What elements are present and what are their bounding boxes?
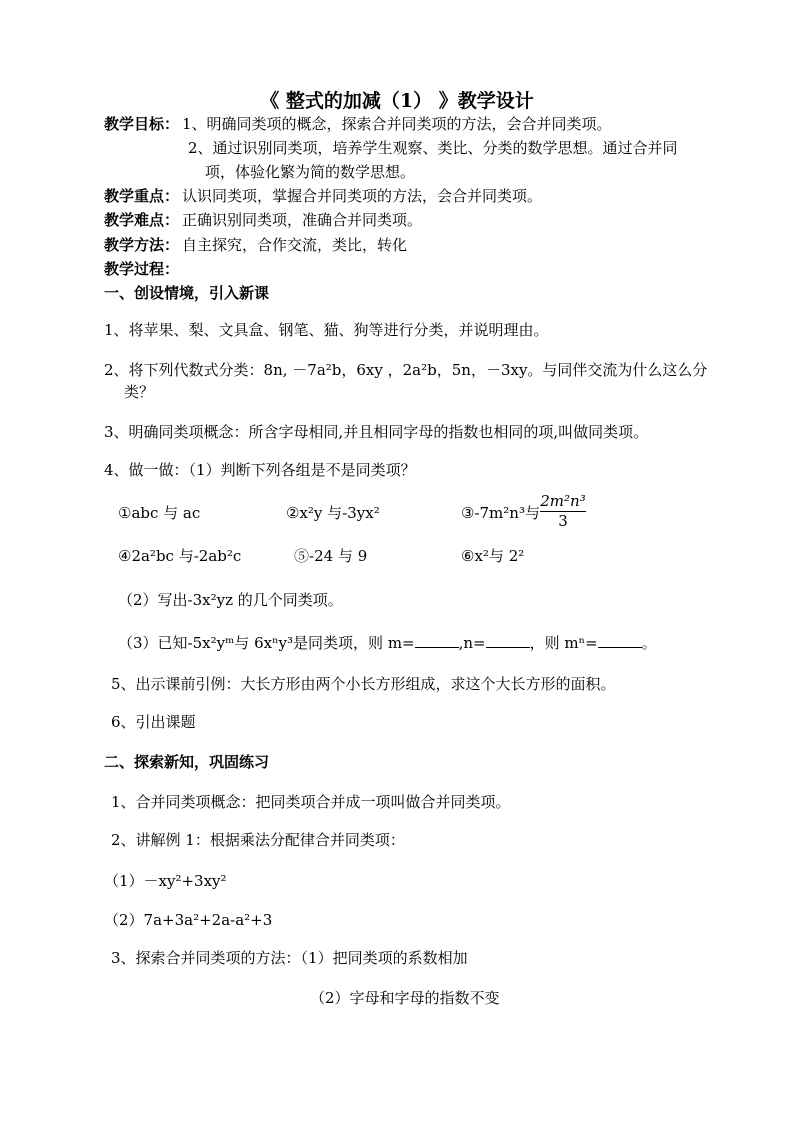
section-1-item-3: 3、明确同类项概念：所含字母相同,并且相同字母的指数也相同的项,叫做同类项。	[104, 423, 649, 441]
section-2-item-1: 1、合并同类项概念：把同类项合并成一项叫做合并同类项。	[111, 793, 511, 811]
pair-4: ④2a²bc 与-2ab²c	[118, 547, 242, 565]
process-label: 教学过程：	[104, 260, 180, 278]
key-points-text: 认识同类项，掌握合并同类项的方法，会合并同类项。	[182, 187, 543, 205]
pair-3: ③-7m²n³与	[461, 504, 540, 522]
objectives-label: 教学目标：	[104, 115, 180, 133]
answer-blank-mn[interactable]	[598, 633, 642, 648]
methods-text: 自主探究，合作交流，类比，转化	[182, 236, 408, 254]
pair-5: ⑤-24 与 9	[294, 547, 368, 565]
difficulties-text: 正确识别同类项，准确合并同类项。	[182, 211, 423, 229]
section-1-item-2-line-2: 类？	[124, 383, 155, 401]
example-2: （2）7a+3a²+2a-a²+3	[104, 911, 273, 929]
answer-blank-n[interactable]	[486, 633, 530, 648]
question-3-part-b: ,n=	[458, 634, 486, 652]
question-3	[118, 633, 657, 653]
section-2-item-2: 2、讲解例 1：根据乘法分配律合并同类项：	[111, 831, 405, 849]
key-points-label: 教学重点：	[104, 187, 180, 205]
section-1-heading: 一、创设情境，引入新课	[104, 284, 270, 302]
pair-1: ①abc 与 ac	[118, 504, 201, 522]
fraction-numerator: 2m²n³	[540, 492, 586, 510]
methods-label: 教学方法：	[104, 236, 180, 254]
answer-blank-m[interactable]	[415, 633, 459, 648]
objectives-line-1: 1、明确同类项的概念，探索合并同类项的方法，会合并同类项。	[182, 115, 612, 133]
section-1-item-6: 6、引出课题	[111, 713, 196, 731]
pair-2: ②x²y 与-3yx²	[286, 504, 380, 522]
section-2-item-3: 3、探索合并同类项的方法：（1）把同类项的系数相加	[111, 949, 468, 967]
question-3-part-a: （3）已知-5x²yᵐ与 6xⁿy³是同类项，则 m=	[118, 634, 415, 652]
section-2-heading: 二、探索新知，巩固练习	[104, 753, 270, 771]
question-2: （2）写出-3x²yz 的几个同类项。	[118, 591, 343, 609]
question-3-part-c: ，则 mⁿ=	[529, 634, 598, 652]
example-1: （1）－xy²+3xy²	[104, 872, 227, 890]
page-title: 《 整式的加减（1） 》教学设计	[260, 90, 534, 112]
question-3-part-d: 。	[641, 634, 657, 652]
section-1-item-1: 1、将苹果、梨、文具盒、钢笔、猫、狗等进行分类，并说明理由。	[104, 321, 549, 339]
fraction	[540, 492, 586, 530]
section-1-item-4: 4、做一做：（1）判断下列各组是不是同类项？	[104, 461, 416, 479]
fraction-denominator: 3	[558, 512, 568, 530]
section-1-item-5: 5、出示课前引例：大长方形由两个小长方形组成，求这个大长方形的面积。	[111, 675, 616, 693]
difficulties-label: 教学难点：	[104, 211, 180, 229]
objectives-line-2: 2、通过识别同类项，培养学生观察、类比、分类的数学思想。通过合并同	[188, 139, 678, 157]
pair-6: ⑥x²与 2²	[461, 547, 525, 565]
section-1-item-2-line-1: 2、将下列代数式分类：8n, －7a²b，6xy ，2a²b，5n，－3xy。与同伴交流为什么这么分	[104, 361, 708, 379]
section-2-item-3b: （2）字母和字母的指数不变	[310, 989, 500, 1007]
objectives-line-3: 项，体验化繁为简的数学思想。	[205, 163, 416, 181]
